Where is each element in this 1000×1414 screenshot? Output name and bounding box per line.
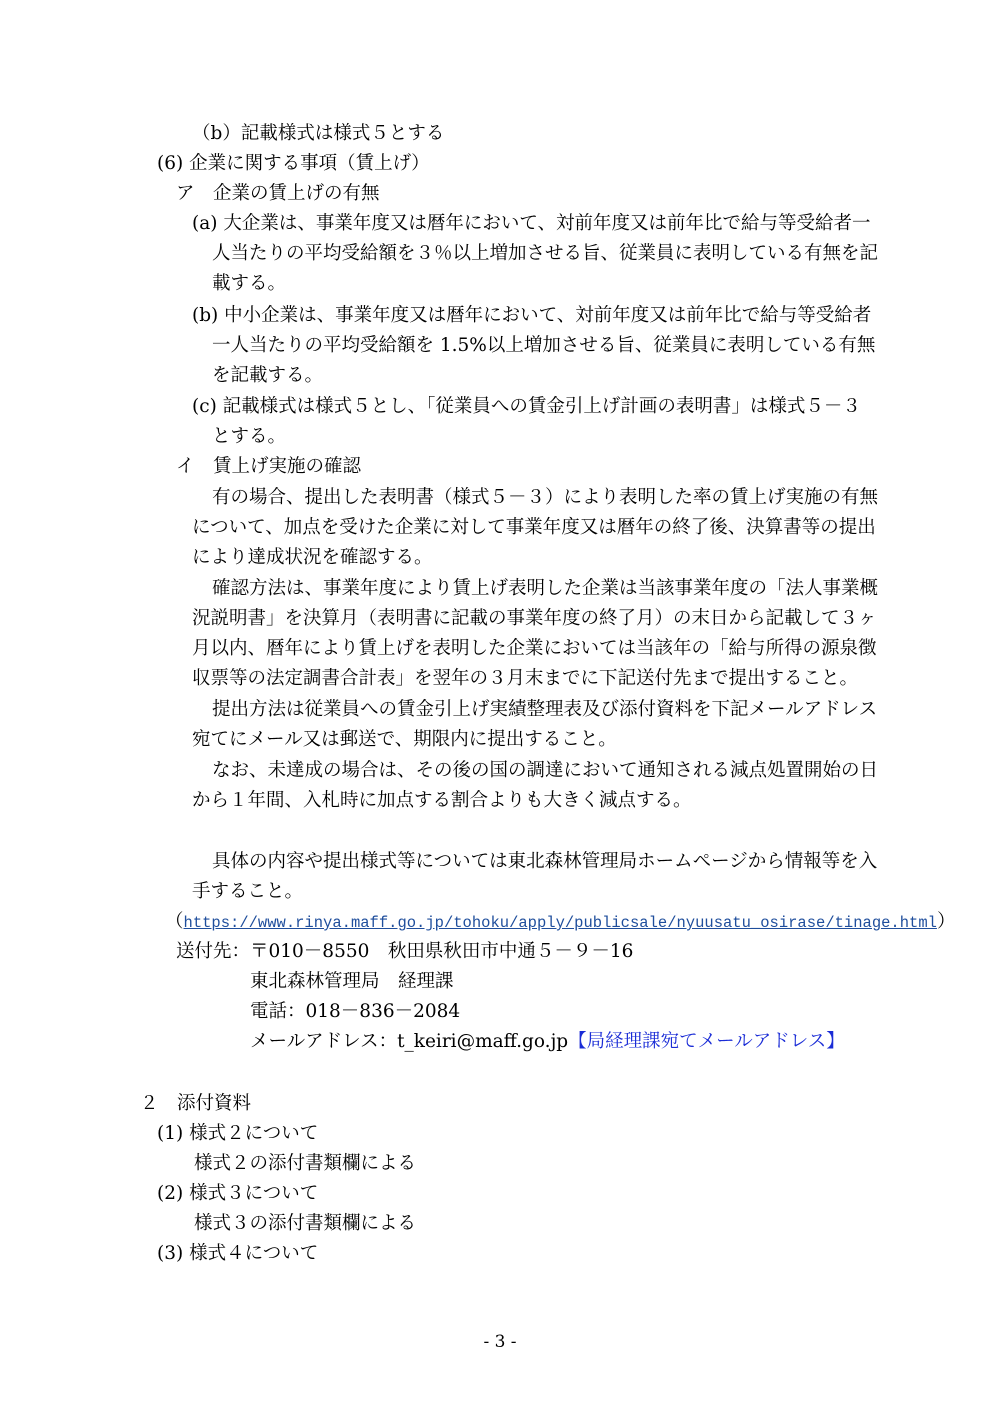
- section-2-heading: ２ 添付資料: [140, 1093, 252, 1114]
- url-close-paren: ）: [936, 911, 956, 932]
- section-6-heading: (6) 企業に関する事項（賃上げ）: [157, 153, 430, 174]
- section-2-item-3: (3) 様式４について: [157, 1243, 319, 1264]
- page-number: - 3 -: [483, 1332, 517, 1352]
- contact-office: 東北森林管理局 経理課: [250, 971, 454, 992]
- section-2-item-1: (1) 様式２について: [157, 1123, 319, 1144]
- section-2-item-2: (2) 様式３について: [157, 1183, 319, 1204]
- paragraph-line: について、加点を受けた企業に対して事業年度又は暦年の終了後、決算書等の提出: [192, 517, 876, 538]
- item-b-format: （b）記載様式は様式５とする: [192, 123, 445, 144]
- contact-phone: 電話：018－836－2084: [250, 1001, 461, 1022]
- paragraph-line: により達成状況を確認する。: [192, 547, 433, 568]
- section-2-item-2-detail: 様式３の添付書類欄による: [194, 1213, 417, 1234]
- url-line: [165, 911, 955, 934]
- paragraph-line: 一人当たりの平均受給額を 1.5%以上増加させる旨、従業員に表明している有無: [212, 335, 876, 356]
- paragraph-line: 載する。: [212, 273, 287, 294]
- paragraph-line: を記載する。: [212, 365, 324, 386]
- paragraph-line: 収票等の法定調書合計表」を翌年の３月末までに下記送付先まで提出すること。: [192, 668, 859, 689]
- paragraph-line: 人当たりの平均受給額を３％以上増加させる旨、従業員に表明している有無を記: [212, 243, 879, 264]
- paragraph-line: (a) 大企業は、事業年度又は暦年において、対前年度又は前年比で給与等受給者一: [192, 213, 871, 234]
- paragraph-line: 月以内、暦年により賃上げを表明した企業においては当該年の「給与所得の源泉徴: [192, 638, 877, 659]
- paragraph-line: (c) 記載様式は様式５とし、「従業員への賃金引上げ計画の表明書」は様式５－３: [192, 396, 861, 417]
- paragraph-line: とする。: [212, 426, 287, 447]
- paragraph-line: (b) 中小企業は、事業年度又は暦年において、対前年度又は前年比で給与等受給者: [192, 305, 872, 326]
- paragraph-line: 宛てにメール又は郵送で、期限内に提出すること。: [192, 729, 617, 750]
- contact-email-line: [250, 1031, 845, 1053]
- contact-address: 送付先：〒010－8550 秋田県秋田市中通５－９－16: [176, 941, 634, 962]
- subsection-a-heading: ア 企業の賃上げの有無: [176, 183, 380, 204]
- paragraph-line: 有の場合、提出した表明書（様式５－３）により表明した率の賃上げ実施の有無: [212, 487, 879, 508]
- paragraph-line: から１年間、入札時に加点する割合よりも大きく減点する。: [192, 790, 692, 811]
- contact-email: メールアドレス：t_keiri@maff.go.jp: [250, 1031, 569, 1052]
- homepage-link[interactable]: https://www.rinya.maff.go.jp/tohoku/apply/publicsale/nyuusatu_osirase/tinage.html: [183, 914, 937, 932]
- paragraph-line: 提出方法は従業員への賃金引上げ実績整理表及び添付資料を下記メールアドレス: [212, 699, 878, 720]
- url-open-paren: （: [165, 911, 184, 932]
- paragraph-line: 手すること。: [192, 881, 304, 902]
- paragraph-line: なお、未達成の場合は、その後の国の調達において通知される減点処置開始の日: [212, 760, 879, 781]
- paragraph-line: 具体の内容や提出様式等については東北森林管理局ホームページから情報等を入: [212, 851, 878, 872]
- section-2-item-1-detail: 様式２の添付書類欄による: [194, 1153, 417, 1174]
- subsection-i-heading: イ 賃上げ実施の確認: [176, 456, 362, 477]
- paragraph-line: 確認方法は、事業年度により賃上げ表明した企業は当該事業年度の「法人事業概: [212, 578, 879, 599]
- contact-email-note: 【局経理課宛てメールアドレス】: [568, 1031, 845, 1052]
- paragraph-line: 況説明書」を決算月（表明書に記載の事業年度の終了月）の末日から記載して３ヶ: [192, 608, 877, 629]
